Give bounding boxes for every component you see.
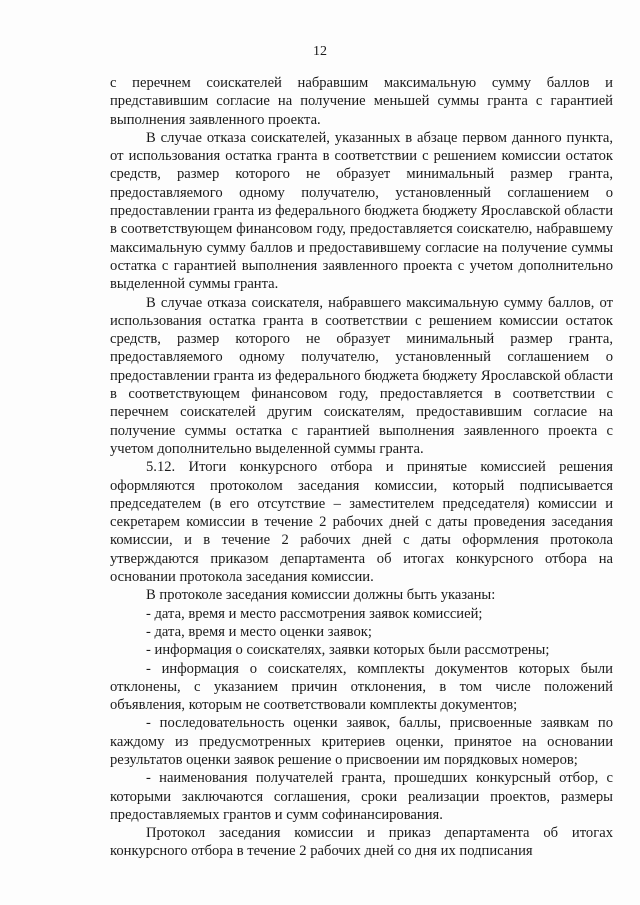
list-item: - наименования получателей гранта, прошедших конкурсный отбор, с которыми заключаются соглашения, сроки реализации проектов, размеры предоставляемых грантов и сумм софинансирования.	[110, 770, 613, 823]
paragraph-list-intro: В протоколе заседания комиссии должны быть указаны:	[146, 587, 496, 604]
list-item: - информация о соискателях, заявки которых были рассмотрены;	[146, 642, 550, 659]
paragraph: В случае отказа соискателей, указанных в абзаце первом данного пункта, от использования остатка гранта в соответствии с решением комиссии остаток средств, размер которого не образует минимальный размер гранта, предоставляемого одному получателю, установленный соглашением о предоставлении гранта из федерального бюджета бюджету Ярославской области в соответствующем финансовом году, предоставляется соискателю, набравшему максимальную сумму баллов и предоставившему согласие на получение суммы остатка с гарантией выполнения заявленного проекта с учетом дополнительно выделенной суммы гранта.	[110, 129, 613, 293]
list-item: - дата, время и место оценки заявок;	[146, 623, 372, 640]
document-body	[110, 74, 613, 861]
paragraph: с перечнем соискателей набравшим максимальную сумму баллов и представившим согласие на получение меньшей суммы гранта с гарантией выполнения заявленного проекта.	[110, 75, 613, 128]
list-item: - дата, время и место рассмотрения заявок комиссией;	[146, 605, 483, 622]
paragraph-section-5-12: 5.12. Итоги конкурсного отбора и принятые комиссией решения оформляются протоколом заседания комиссии, который подписывается председателем (в его отсутствие – заместителем председателя) комиссии и секретарем комиссии в течение 2 рабочих дней с даты проведения заседания комиссии, и в течение 2 рабочих дней с даты оформления протокола утверждаются приказом департамента об итогах конкурсного отбора на основании протокола заседания комиссии.	[110, 459, 613, 586]
page-number: 12	[313, 44, 327, 59]
list-item: - информация о соискателях, комплекты документов которых были отклонены, с указанием причин отклонения, в том числе положений объявления, которым не соответствовали комплекты документов;	[110, 660, 613, 714]
list-item: - последовательность оценки заявок, баллы, присвоенные заявкам по каждому из предусмотренных критериев оценки, принятое на основании результатов оценки заявок решение о присвоении им порядковых номеров;	[110, 715, 613, 768]
paragraph: В случае отказа соискателя, набравшего максимальную сумму баллов, от использования остатка гранта в соответствии с решением комиссии остаток средств, размер которого не образует минимальный размер гранта, предоставляемого одному получателю, установленный соглашением о предоставлении гранта из федерального бюджета бюджету Ярославской области в соответствующем финансовом году, предоставляется в соответствии с перечнем соискателей другим соискателям, предоставившим согласие на получение суммы остатка с гарантией выполнения заявленного проекта с учетом дополнительно выделенной суммы гранта.	[110, 294, 613, 457]
paragraph: Протокол заседания комиссии и приказ департамента об итогах конкурсного отбора в течение 2 рабочих дней со дня их подписания	[110, 825, 613, 860]
